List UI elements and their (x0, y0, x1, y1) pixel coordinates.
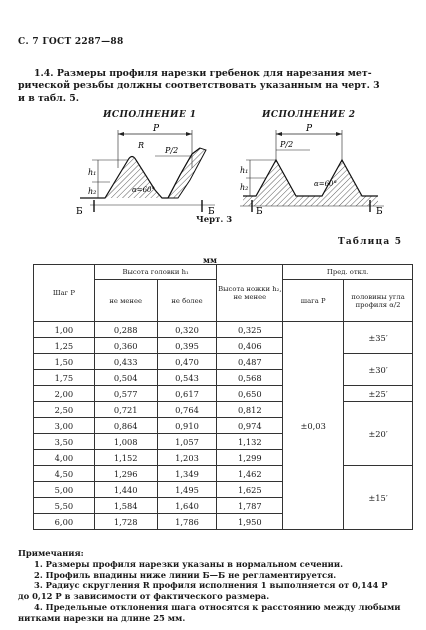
table-row (34, 466, 413, 482)
table-cell: 0,568 (217, 370, 283, 386)
header-step: Шаг P (34, 265, 95, 322)
table-cell: 0,395 (157, 338, 217, 354)
table-cell: 1,75 (34, 370, 95, 386)
note-item: 3. Радиус скругления R профиля исполнения 1 выполняется от 0,144 P (34, 580, 388, 591)
notes-title: Примечания: (18, 548, 84, 558)
header-max: не более (157, 280, 217, 322)
table-cell: 0,812 (217, 402, 283, 418)
table-cell: 0,910 (157, 418, 217, 434)
note-item: 4. Предельные отклонения шага относятся к расстоянию между любыми (34, 601, 401, 612)
table-cell: 0,650 (217, 386, 283, 402)
table-cell: 1,728 (94, 514, 157, 530)
dimensions-table (33, 264, 413, 530)
table-cell: 0,864 (94, 418, 157, 434)
table-cell: 5,00 (34, 482, 95, 498)
table-cell: 0,406 (217, 338, 283, 354)
note-item: 1. Размеры профиля нарезки указаны в нормальном сечении. (34, 558, 344, 569)
table-cell: 1,296 (94, 466, 157, 482)
table-cell: 0,325 (217, 322, 283, 338)
table-row (34, 386, 413, 402)
table-cell: 0,617 (157, 386, 217, 402)
table-cell: 0,360 (94, 338, 157, 354)
table-row (34, 322, 413, 338)
table-cell: 0,504 (94, 370, 157, 386)
table-row (34, 402, 413, 418)
table-cell: 3,00 (34, 418, 95, 434)
table-title: Таблица 5 (338, 237, 403, 247)
paragraph-line: рической резьбы должны соответствовать указанным на черт. 3 (18, 80, 380, 92)
table-cell: 0,470 (157, 354, 217, 370)
notes-block (18, 548, 412, 624)
label-R: R (138, 141, 145, 150)
paragraph-line: 1.4. Размеры профиля нарезки гребенок для нарезания мет- (34, 68, 372, 79)
label-B-right: Б (376, 207, 383, 215)
header-head-height: Высота головки h₁ (94, 265, 217, 280)
table-cell: 0,577 (94, 386, 157, 402)
table-cell: 1,008 (94, 434, 157, 450)
table-cell: 2,00 (34, 386, 95, 402)
table-cell: 0,764 (157, 402, 217, 418)
table-cell: 0,543 (157, 370, 217, 386)
table-cell: 0,433 (94, 354, 157, 370)
table-cell: 0,487 (217, 354, 283, 370)
label-angle: α=60° (314, 180, 337, 188)
label-P: P (153, 124, 160, 134)
note-item: 2. Профиль впадины ниже линии Б—Б не регламентируется. (34, 569, 337, 580)
label-h1: h₁ (88, 168, 97, 177)
header-min: не менее (94, 280, 157, 322)
page-header: С. 7 ГОСТ 2287—88 (18, 37, 124, 47)
table-cell: 1,299 (217, 450, 283, 466)
label-angle: α=60° (132, 186, 155, 194)
table-cell: 6,00 (34, 514, 95, 530)
note-item-cont: до 0,12 P в зависимости от фактического размера. (18, 591, 270, 602)
table-cell: 1,349 (157, 466, 217, 482)
table-cell: 0,974 (217, 418, 283, 434)
figure-right-title: ИСПОЛНЕНИЕ 2 (262, 110, 356, 120)
header-leg-height: Высота ножки h₂, не менее (217, 265, 283, 322)
table-cell: 1,50 (34, 354, 95, 370)
table-cell: 1,625 (217, 482, 283, 498)
table-cell: 4,50 (34, 466, 95, 482)
figure-left-title: ИСПОЛНЕНИЕ 1 (103, 110, 197, 120)
note-item-cont: нитками нарезки на длине 25 мм. (18, 612, 186, 623)
table-cell: 1,786 (157, 514, 217, 530)
label-P2: P/2 (280, 140, 294, 149)
section-paragraph (18, 68, 412, 105)
label-h1: h₁ (240, 166, 249, 175)
figure-caption: Черт. 3 (196, 215, 233, 225)
table-cell: 1,25 (34, 338, 95, 354)
paragraph-line: и в табл. 5. (18, 92, 80, 104)
table-cell: 1,787 (217, 498, 283, 514)
table-cell: 1,640 (157, 498, 217, 514)
table-row (34, 354, 413, 370)
label-B-left: Б (256, 207, 263, 215)
table-cell: 1,00 (34, 322, 95, 338)
angle-tolerance-cell: ±30′ (344, 354, 413, 386)
header-tolerance: Пред. откл. (283, 265, 413, 280)
label-h2: h₂ (240, 183, 249, 192)
table-cell: 1,152 (94, 450, 157, 466)
table-cell: 1,203 (157, 450, 217, 466)
angle-tolerance-cell: ±25′ (344, 386, 413, 402)
label-P: P (306, 124, 313, 134)
angle-tolerance-cell: ±15′ (344, 466, 413, 530)
header-tol-step: шага P (283, 280, 344, 322)
label-B-right: Б (208, 207, 215, 215)
step-tolerance-cell: ±0,03 (283, 322, 344, 530)
thread-profile-figure-1 (70, 120, 220, 215)
header-tol-angle: половины угла профиля α/2 (344, 280, 413, 322)
table-cell: 1,132 (217, 434, 283, 450)
label-h2: h₂ (88, 187, 97, 196)
table-cell: 0,288 (94, 322, 157, 338)
label-P2: P/2 (165, 146, 179, 155)
table-cell: 2,50 (34, 402, 95, 418)
table-cell: 1,462 (217, 466, 283, 482)
table-cell: 1,495 (157, 482, 217, 498)
table-cell: 1,057 (157, 434, 217, 450)
table-cell: 0,721 (94, 402, 157, 418)
label-B-left: Б (76, 207, 83, 215)
thread-profile-figure-2 (238, 120, 388, 215)
table-cell: 4,00 (34, 450, 95, 466)
angle-tolerance-cell: ±20′ (344, 402, 413, 466)
table-cell: 0,320 (157, 322, 217, 338)
angle-tolerance-cell: ±35′ (344, 322, 413, 354)
table-unit: мм (203, 255, 217, 265)
table-cell: 5,50 (34, 498, 95, 514)
table-cell: 3,50 (34, 434, 95, 450)
table-cell: 1,584 (94, 498, 157, 514)
table-cell: 1,440 (94, 482, 157, 498)
table-cell: 1,950 (217, 514, 283, 530)
